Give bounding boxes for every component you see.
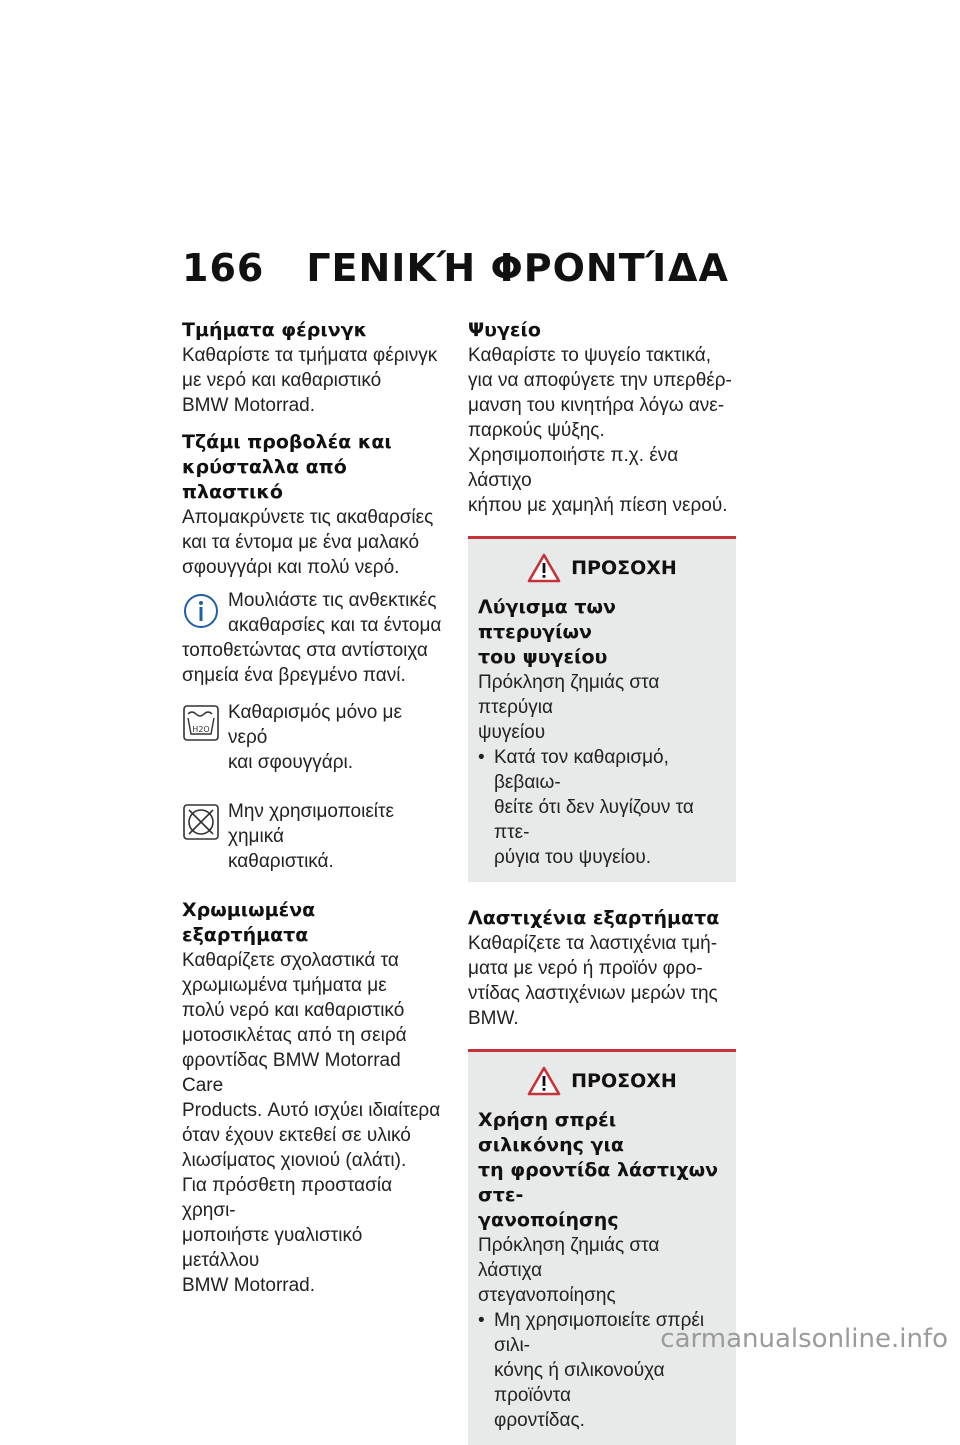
text-line: Κατά τον καθαρισμό, βεβαιω- <box>494 747 669 793</box>
warning-title: γανοποίησης <box>478 1209 619 1231</box>
water-only-block <box>182 700 444 775</box>
text-line: ψυγείου <box>478 722 546 743</box>
text-line: με νερό και καθαριστικό <box>182 370 382 391</box>
text-line: BMW Motorrad. <box>182 395 316 416</box>
text-line: όταν έχουν εκτεθεί σε υλικό <box>182 1125 411 1146</box>
text-line: Πρόκληση ζημιάς στα πτερύγια <box>478 672 660 718</box>
text-line: λιωσίματος χιονιού (αλάτι). <box>182 1150 407 1171</box>
text-line: Products. Αυτό ισχύει ιδιαίτερα <box>182 1100 441 1121</box>
warning-header <box>478 1066 726 1096</box>
text-line: Χρησιμοποιήστε π.χ. ένα λάστιχο <box>468 445 679 491</box>
text-line: κόνης ή σιλικονούχα προϊόντα <box>494 1360 665 1406</box>
page-number: 166 <box>182 246 265 290</box>
text-line: ντίδας λαστιχένιων μερών της <box>468 983 718 1004</box>
text-line: στεγανοποίησης <box>478 1285 616 1306</box>
info-icon <box>182 592 220 630</box>
text-line: μοποιήστε γυαλιστικό μετάλλου <box>182 1225 363 1271</box>
text-line: και τα έντομα με ένα μαλακό <box>182 532 420 553</box>
chapter-title: ΓΕΝΙΚΉ ΦΡΟΝΤΊΔΑ <box>306 246 729 290</box>
text-line: παρκούς ψύξης. <box>468 420 605 441</box>
text-line: Απομακρύνετε τις ακαθαρσίες <box>182 507 434 528</box>
text-line: Μη χρησιμοποιείτε σπρέι σιλι- <box>494 1310 705 1356</box>
text-line: καθαριστικά. <box>228 851 334 872</box>
text-line: ματα με νερό ή προϊόν φρο- <box>468 958 703 979</box>
warning-bullet: • Μη χρησιμοποιείτε σπρέι σιλι- κόνης ή σιλικονούχα προϊόντα φροντίδας. <box>478 1308 726 1433</box>
text-line: σημεία ένα βρεγμένο πανί. <box>182 665 406 686</box>
heading-rubber: Λαστιχένια εξαρτήματα <box>468 907 720 929</box>
text-line: Καθαρίζετε τα λαστιχένια τμή- <box>468 933 718 954</box>
warning-bullet: • Κατά τον καθαρισμό, βεβαιω- θείτε ότι δεν λυγίζουν τα πτε- ρύγια του ψυγείου. <box>478 745 726 870</box>
left-column <box>182 318 444 1298</box>
text-line: και σφουγγάρι. <box>228 752 354 773</box>
text-line: φροντίδας. <box>494 1410 585 1431</box>
heading-radiator: Ψυγείο <box>468 319 541 341</box>
text-line: ρύγια του ψυγείου. <box>494 847 652 868</box>
watermark: carmanualsonline.info <box>660 1324 948 1354</box>
text-line: BMW. <box>468 1008 519 1029</box>
info-note <box>182 588 444 688</box>
text-line: Μουλιάστε τις ανθεκτικές <box>228 590 437 611</box>
text-line: τοποθετώντας στα αντίστοιχα <box>182 640 428 661</box>
heading-windshield-line2: κρύσταλλα από πλαστικό <box>182 456 347 503</box>
text-line: σφουγγάρι και πολύ νερό. <box>182 557 400 578</box>
warning-label: ΠΡΟΣΟΧΗ <box>571 557 677 579</box>
warning-title: τη φροντίδα λάστιχων στε- <box>478 1159 719 1206</box>
text-line: χρωμιωμένα τμήματα με <box>182 975 387 996</box>
warning-title: Λύγισμα των πτερυγίων <box>478 596 616 643</box>
warning-box-silicone <box>468 1049 736 1445</box>
water-wash-icon <box>182 704 220 742</box>
text-line: κήπου με χαμηλή πίεση νερού. <box>468 495 728 516</box>
text-line: Καθαρίζετε σχολαστικά τα <box>182 950 399 971</box>
warning-label: ΠΡΟΣΟΧΗ <box>571 1070 677 1092</box>
heading-windshield: Τζάμι προβολέα και <box>182 431 392 453</box>
text-line: ακαθαρσίες και τα έντομα <box>228 615 442 636</box>
text-line: BMW Motorrad. <box>182 1275 316 1296</box>
no-chemicals-block <box>182 799 444 874</box>
text-line: θείτε ότι δεν λυγίζουν τα πτε- <box>494 797 694 843</box>
heading-fairing: Τμήματα φέρινγκ <box>182 319 368 341</box>
text-line: Καθαρίστε τα τμήματα φέρινγκ <box>182 345 438 366</box>
text-line: μοτοσικλέτας από τη σειρά <box>182 1025 407 1046</box>
right-column <box>468 318 736 1445</box>
warning-triangle-icon <box>527 1066 561 1096</box>
warning-title: Χρήση σπρέι σιλικόνης για <box>478 1109 624 1156</box>
text-line: Για πρόσθετη προστασία χρησι- <box>182 1175 393 1221</box>
text-line: πολύ νερό και καθαριστικό <box>182 1000 405 1021</box>
text-line: μανση του κινητήρα λόγω ανε- <box>468 395 725 416</box>
text-line: Καθαρισμός μόνο με νερό <box>228 702 402 748</box>
text-line: Μην χρησιμοποιείτε χημικά <box>228 801 395 847</box>
page-header <box>182 246 729 290</box>
no-chemicals-icon <box>182 803 220 841</box>
warning-box-radiator <box>468 536 736 882</box>
text-line: για να αποφύγετε την υπερθέρ- <box>468 370 732 391</box>
heading-chrome: Χρωμιωμένα εξαρτήματα <box>182 899 316 946</box>
text-line: Καθαρίστε το ψυγείο τακτικά, <box>468 345 712 366</box>
h2o-label: H2O <box>192 725 210 734</box>
warning-header <box>478 553 726 583</box>
text-line: Πρόκληση ζημιάς στα λάστιχα <box>478 1235 660 1281</box>
text-line: φροντίδας BMW Motorrad Care <box>182 1050 401 1096</box>
warning-title: του ψυγείου <box>478 646 608 668</box>
warning-triangle-icon <box>527 553 561 583</box>
